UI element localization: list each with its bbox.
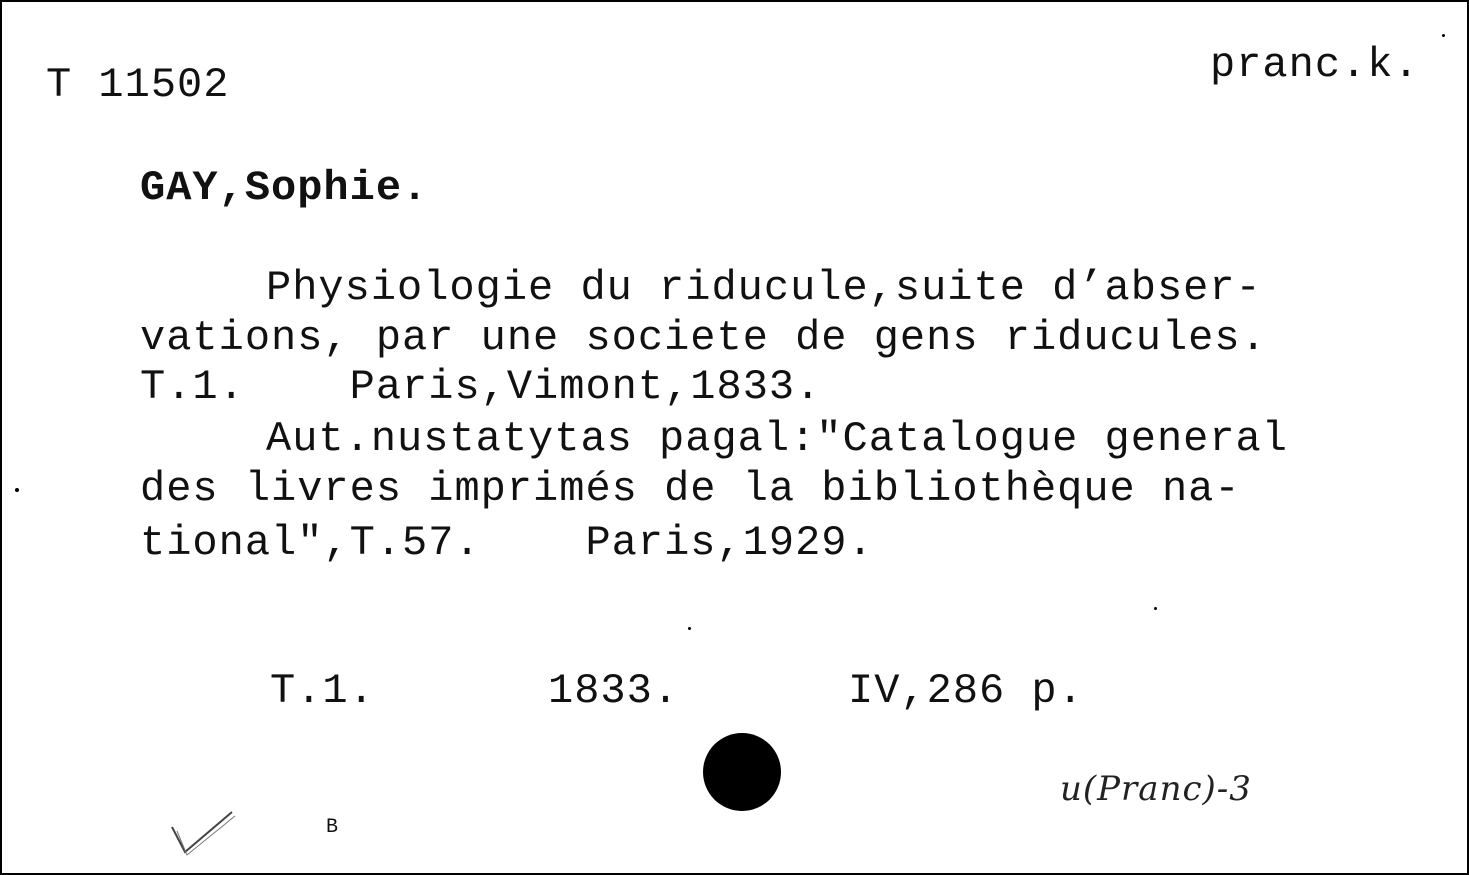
author-heading: GAY,Sophie. [140, 164, 429, 212]
body-line-5: des livres imprimés de la bibliothèque na- [140, 465, 1241, 513]
punch-hole [703, 733, 781, 811]
checkmark-icon [167, 807, 242, 862]
handwritten-note: u(Pranc)-3 [1060, 769, 1252, 809]
collection-code: pranc.k. [1210, 41, 1420, 89]
speck [1442, 34, 1445, 37]
small-mark: B [326, 816, 340, 839]
speck [1154, 607, 1157, 610]
call-number: T 11502 [46, 61, 230, 109]
speck [15, 488, 19, 492]
year-label: 1833. [548, 667, 680, 715]
pages-label: IV,286 p. [848, 667, 1084, 715]
body-line-3: T.1. Paris,Vimont,1833. [140, 363, 822, 411]
volume-label: T.1. [270, 667, 375, 715]
body-line-6: tional",T.57. Paris,1929. [140, 519, 874, 567]
body-line-2: vations, par une societe de gens riducules. [140, 314, 1267, 362]
body-line-4: Aut.nustatytas pagal:"Catalogue general [266, 415, 1288, 463]
speck [688, 627, 691, 630]
body-line-1: Physiologie du riducule,suite d’abser- [266, 264, 1262, 312]
